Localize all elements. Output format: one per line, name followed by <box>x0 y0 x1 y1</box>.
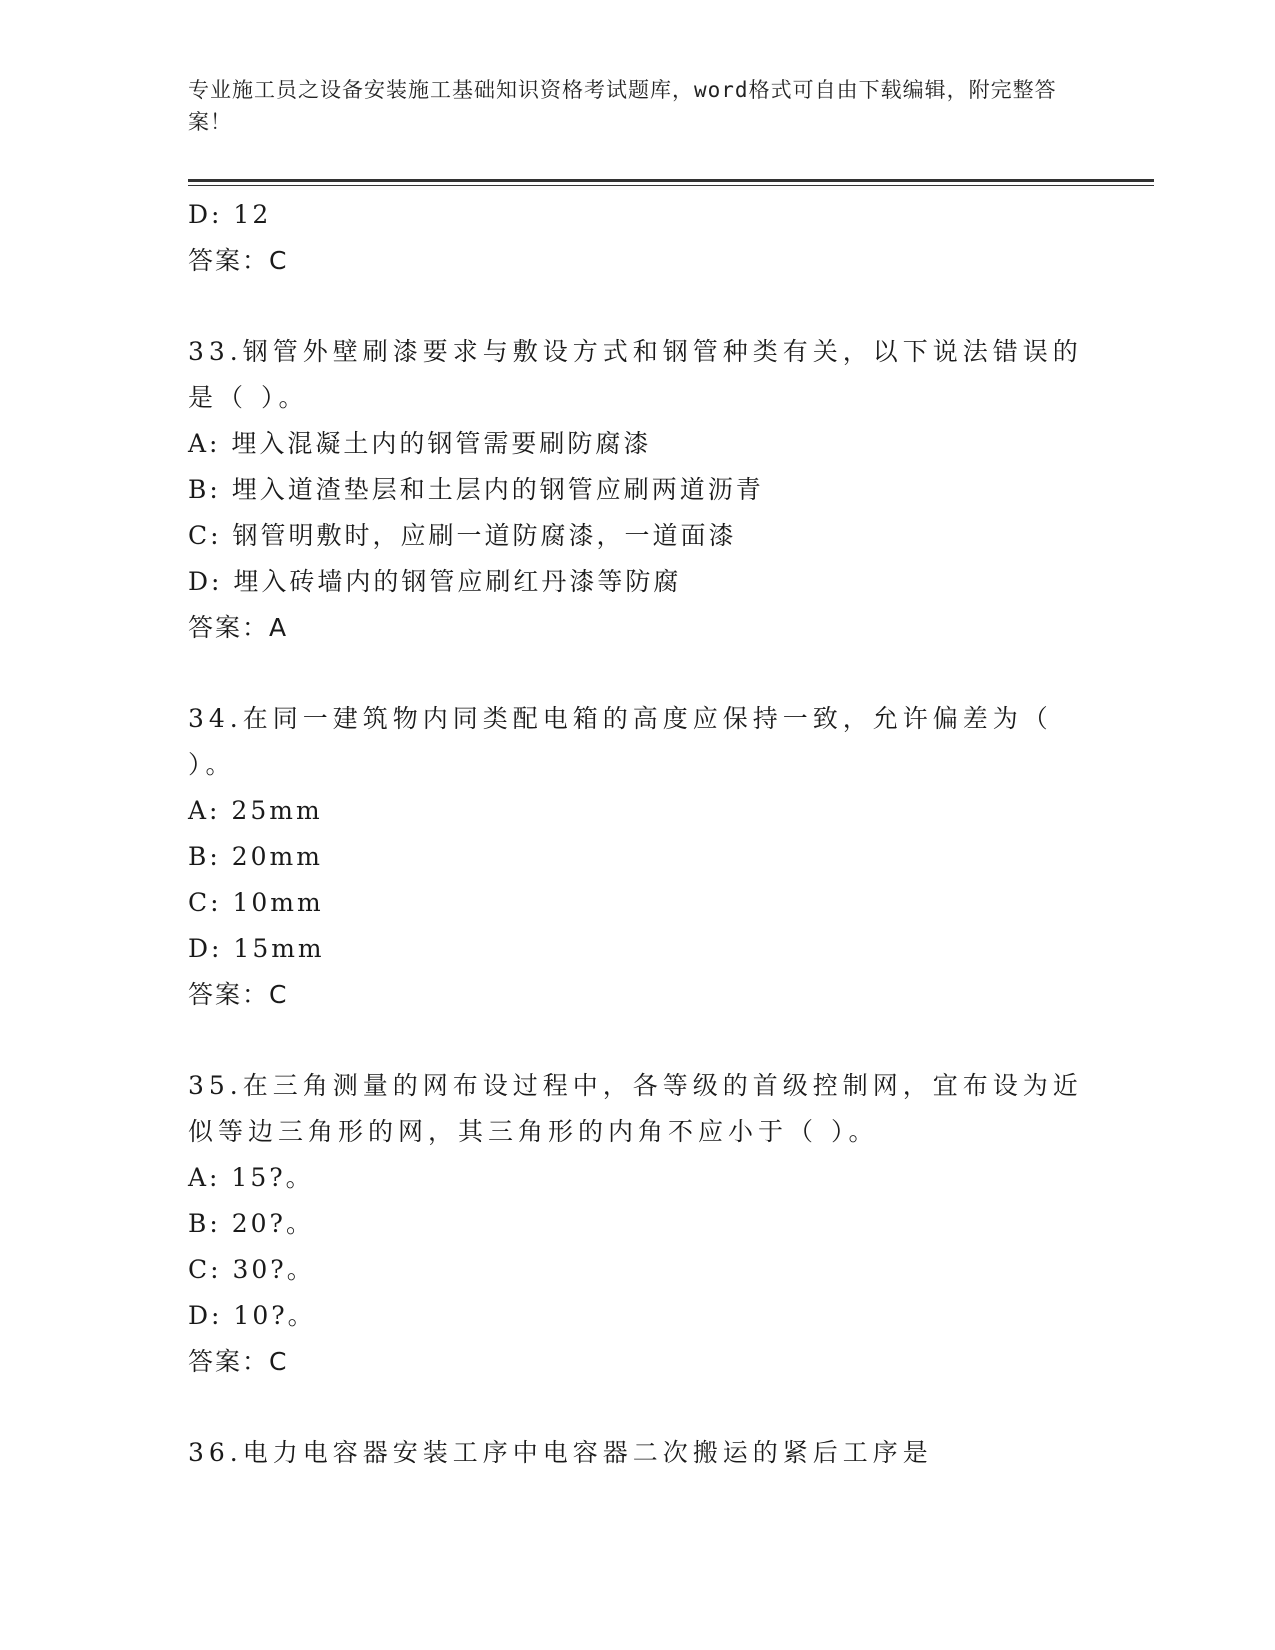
question-35 <box>188 1063 1088 1385</box>
option-c: C: 10mm <box>188 888 324 917</box>
answer: 答案：C <box>188 980 289 1009</box>
prev-option-d: D: 12 <box>188 200 272 229</box>
option-c: C: 30?。 <box>188 1255 315 1284</box>
question-36 <box>188 1430 1088 1476</box>
option-a: A: 埋入混凝土内的钢管需要刷防腐漆 <box>188 429 652 458</box>
option-a: A: 25mm <box>188 796 323 825</box>
document-body <box>188 192 1088 1476</box>
question-title: 33.钢管外壁刷漆要求与敷设方式和钢管种类有关，以下说法错误的是（ ）。 <box>188 337 1083 412</box>
header-rule-thick <box>188 179 1154 182</box>
prev-answer: 答案：C <box>188 246 289 275</box>
question-title: 36.电力电容器安装工序中电容器二次搬运的紧后工序是 <box>188 1438 933 1467</box>
option-b: B: 20mm <box>188 842 323 871</box>
option-d: D: 埋入砖墙内的钢管应刷红丹漆等防腐 <box>188 567 682 596</box>
question-33 <box>188 329 1088 651</box>
option-c: C: 钢管明敷时，应刷一道防腐漆，一道面漆 <box>188 521 737 550</box>
document-header: 专业施工员之设备安装施工基础知识资格考试题库，word格式可自由下载编辑，附完整答案！ <box>188 78 1057 134</box>
answer: 答案：C <box>188 1347 289 1376</box>
option-d: D: 15mm <box>188 934 325 963</box>
question-title: 35.在三角测量的网布设过程中，各等级的首级控制网，宜布设为近似等边三角形的网，其三角形的内角不应小于（ ）。 <box>188 1071 1083 1146</box>
question-title: 34.在同一建筑物内同类配电箱的高度应保持一致，允许偏差为（ ）。 <box>188 704 1053 779</box>
option-b: B: 20?。 <box>188 1209 314 1238</box>
option-b: B: 埋入道渣垫层和土层内的钢管应刷两道沥青 <box>188 475 764 504</box>
answer: 答案：A <box>188 613 289 642</box>
question-34 <box>188 696 1088 1018</box>
option-d: D: 10?。 <box>188 1301 316 1330</box>
option-a: A: 15?。 <box>188 1163 314 1192</box>
header-rule-thin <box>188 185 1154 186</box>
